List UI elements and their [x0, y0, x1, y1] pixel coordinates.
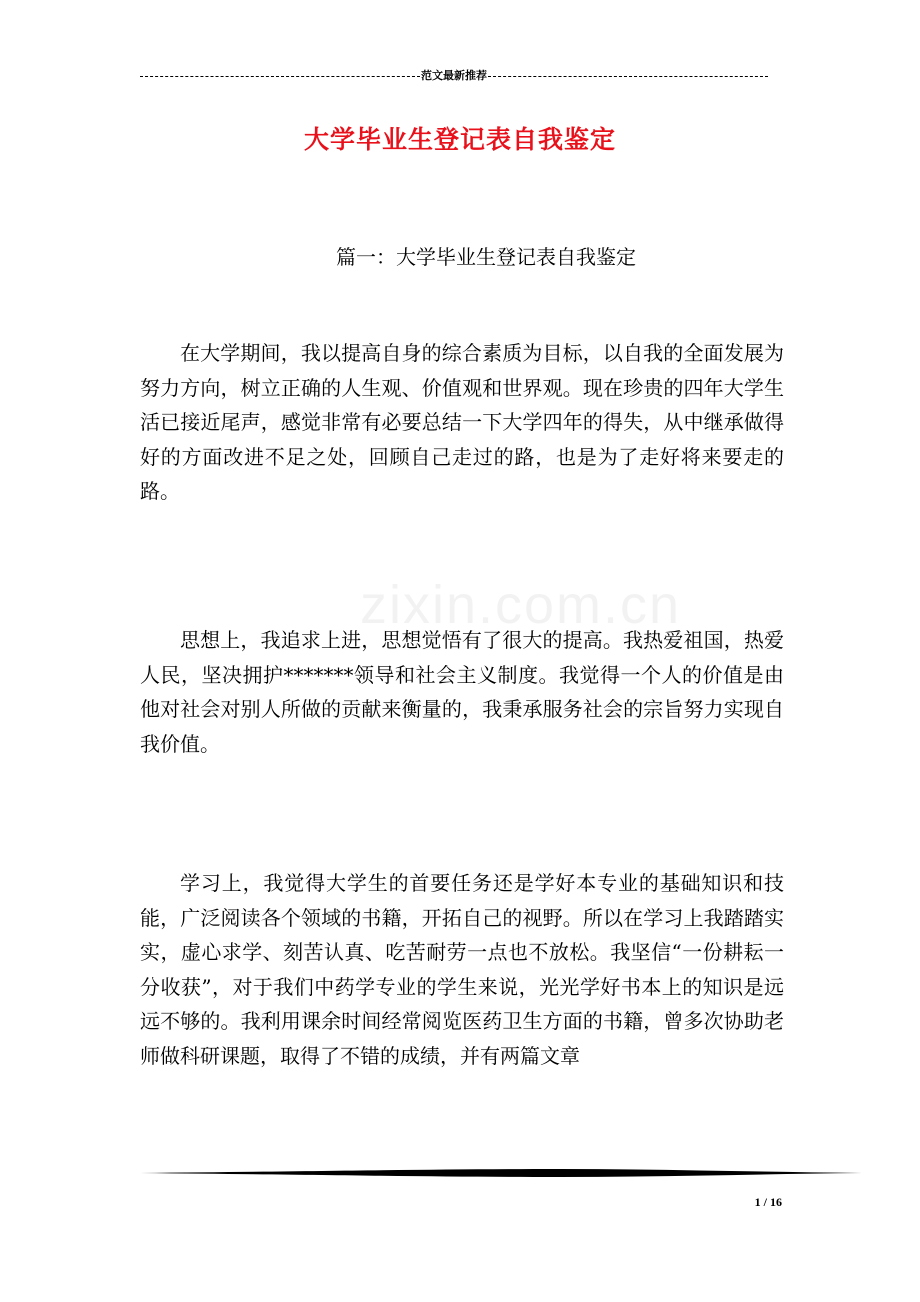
page-number: 1 / 16 — [754, 1195, 782, 1209]
section-heading: 篇一：大学毕业生登记表自我鉴定 — [336, 245, 636, 269]
header-left-dashes — [140, 76, 420, 77]
header-label: 范文最新推荐 — [421, 69, 487, 82]
watermark: zixin.com.cn — [360, 575, 682, 635]
document-title: 大学毕业生登记表自我鉴定 — [303, 125, 616, 154]
header-right-dashes — [488, 76, 768, 77]
paragraph: 在大学期间，我以提高自身的综合素质为目标，以自我的全面发展为努力方向，树立正确的人生观、价值观和世界观。现在珍贵的四年大学生活已接近尾声，感觉非常有必要总结一下大学四年的得失，从中继承做得好的方面改进不足之处，回顾自己走过的路，也是为了走好将来要走的路。 — [140, 341, 784, 503]
footer-rule — [140, 1168, 862, 1178]
paragraph: 学习上，我觉得大学生的首要任务还是学好本专业的基础知识和技能，广泛阅读各个领域的书籍，开拓自己的视野。所以在学习上我踏踏实实，虚心求学、刻苦认真、吃苦耐劳一点也不放松。我坚信“一份耕耘一分收获”，对于我们中药学专业的学生来说，光光学好书本上的知识是远远不够的。我利用课余时间经常阅览医药卫生方面的书籍，曾多次协助老师做科研课题，取得了不错的成绩，并有两篇文章 — [140, 871, 784, 1068]
page-header — [140, 68, 768, 84]
paragraph: 思想上，我追求上进，思想觉悟有了很大的提高。我热爱祖国，热爱人民，坚决拥护*******领导和社会主义制度。我觉得一个人的价值是由他对社会对别人所做的贡献来衡量的，我秉承服务社会的宗旨努力实现自我价值。 — [140, 628, 784, 756]
